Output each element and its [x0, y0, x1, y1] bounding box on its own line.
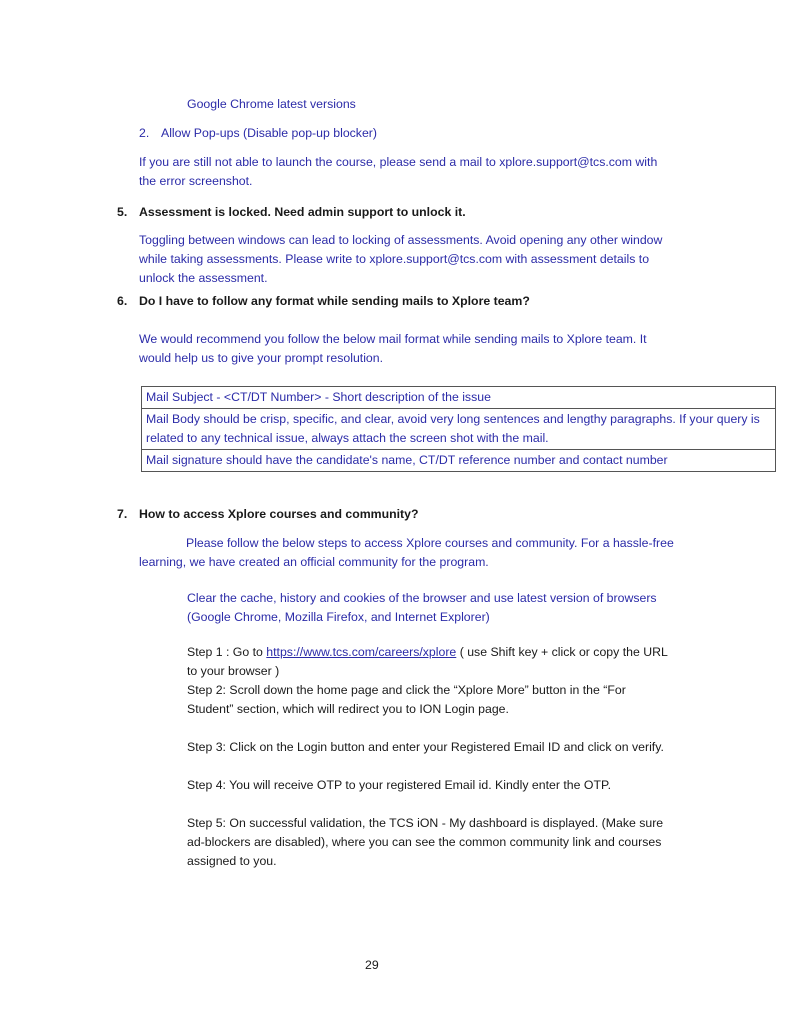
clear-cache-line: Clear the cache, history and cookies of the browser and use latest version of browsers	[187, 591, 657, 605]
step-1-prefix: Step 1 : Go to	[187, 645, 267, 659]
answer-line: while taking assessments. Please write to xplore.support@tcs.com with assessment details to	[139, 252, 650, 266]
spacer	[187, 719, 668, 738]
question-text: Do I have to follow any format while sending mails to Xplore team?	[139, 294, 530, 308]
spacer	[187, 757, 668, 776]
step-1	[187, 643, 668, 662]
mail-subject-cell: Mail Subject - <CT/DT Number> - Short description of the issue	[142, 387, 776, 409]
step-1-suffix: ( use Shift key + click or copy the URL	[456, 645, 668, 659]
question-number: 6.	[117, 294, 128, 308]
table-row	[142, 450, 776, 472]
answer-line: We would recommend you follow the below mail format while sending mails to Xplore team. It	[139, 332, 647, 346]
faq-question-7	[117, 505, 419, 524]
step-2-line1: Step 2: Scroll down the home page and click the “Xplore More” button in the “For	[187, 683, 626, 697]
step-1-line2: to your browser )	[187, 664, 280, 678]
question-text: Assessment is locked. Need admin support to unlock it.	[139, 205, 466, 219]
support-note-line: If you are still not able to launch the course, please send a mail to xplore.support@tcs.com with	[139, 155, 658, 169]
clear-cache-note	[187, 589, 657, 627]
mail-body-cell: Mail Body should be crisp, specific, and clear, avoid very long sentences and lengthy paragraphs. If your query is related to any technical issue, always attach the screen shot with the mail.	[142, 409, 776, 450]
faq-intro-7	[139, 534, 674, 572]
support-note-line: the error screenshot.	[139, 174, 253, 188]
mail-format-table	[141, 386, 776, 472]
answer-line: would help us to give your prompt resolution.	[139, 351, 384, 365]
list-number: 2.	[139, 126, 150, 140]
step-5-line2: ad-blockers are disabled), where you can see the common community link and courses	[187, 835, 662, 849]
mail-signature-cell: Mail signature should have the candidate's name, CT/DT reference number and contact number	[142, 450, 776, 472]
faq-question-5	[117, 203, 466, 222]
question-number: 5.	[117, 205, 128, 219]
answer-line: unlock the assessment.	[139, 271, 268, 285]
faq-answer-6	[139, 330, 647, 368]
spacer	[187, 795, 668, 814]
question-text: How to access Xplore courses and community?	[139, 507, 419, 521]
list-item-allow-popups	[139, 124, 377, 143]
step-3: Step 3: Click on the Login button and enter your Registered Email ID and click on verify.	[187, 740, 664, 754]
step-5-line1: Step 5: On successful validation, the TCS iON - My dashboard is displayed. (Make sure	[187, 816, 664, 830]
steps-block	[187, 643, 668, 871]
step-2-line2: Student” section, which will redirect you to ION Login page.	[187, 702, 509, 716]
xplore-url-link[interactable]: https://www.tcs.com/careers/xplore	[266, 645, 457, 659]
page-number: 29	[365, 958, 379, 972]
step-5-line3: assigned to you.	[187, 854, 277, 868]
step-4: Step 4: You will receive OTP to your registered Email id. Kindly enter the OTP.	[187, 778, 612, 792]
faq-question-6	[117, 292, 530, 311]
list-item-text: Allow Pop-ups (Disable pop-up blocker)	[161, 126, 377, 140]
support-note	[139, 153, 657, 191]
browser-requirement-line: Google Chrome latest versions	[187, 97, 356, 111]
faq-answer-5	[139, 231, 662, 288]
answer-line: Toggling between windows can lead to locking of assessments. Avoid opening any other window	[139, 233, 663, 247]
intro-line: learning, we have created an official community for the program.	[139, 555, 489, 569]
question-number: 7.	[117, 507, 128, 521]
clear-cache-line: (Google Chrome, Mozilla Firefox, and Internet Explorer)	[187, 610, 490, 624]
intro-line: Please follow the below steps to access Xplore courses and community. For a hassle-free	[186, 536, 674, 550]
table-row	[142, 409, 776, 450]
table-row	[142, 387, 776, 409]
